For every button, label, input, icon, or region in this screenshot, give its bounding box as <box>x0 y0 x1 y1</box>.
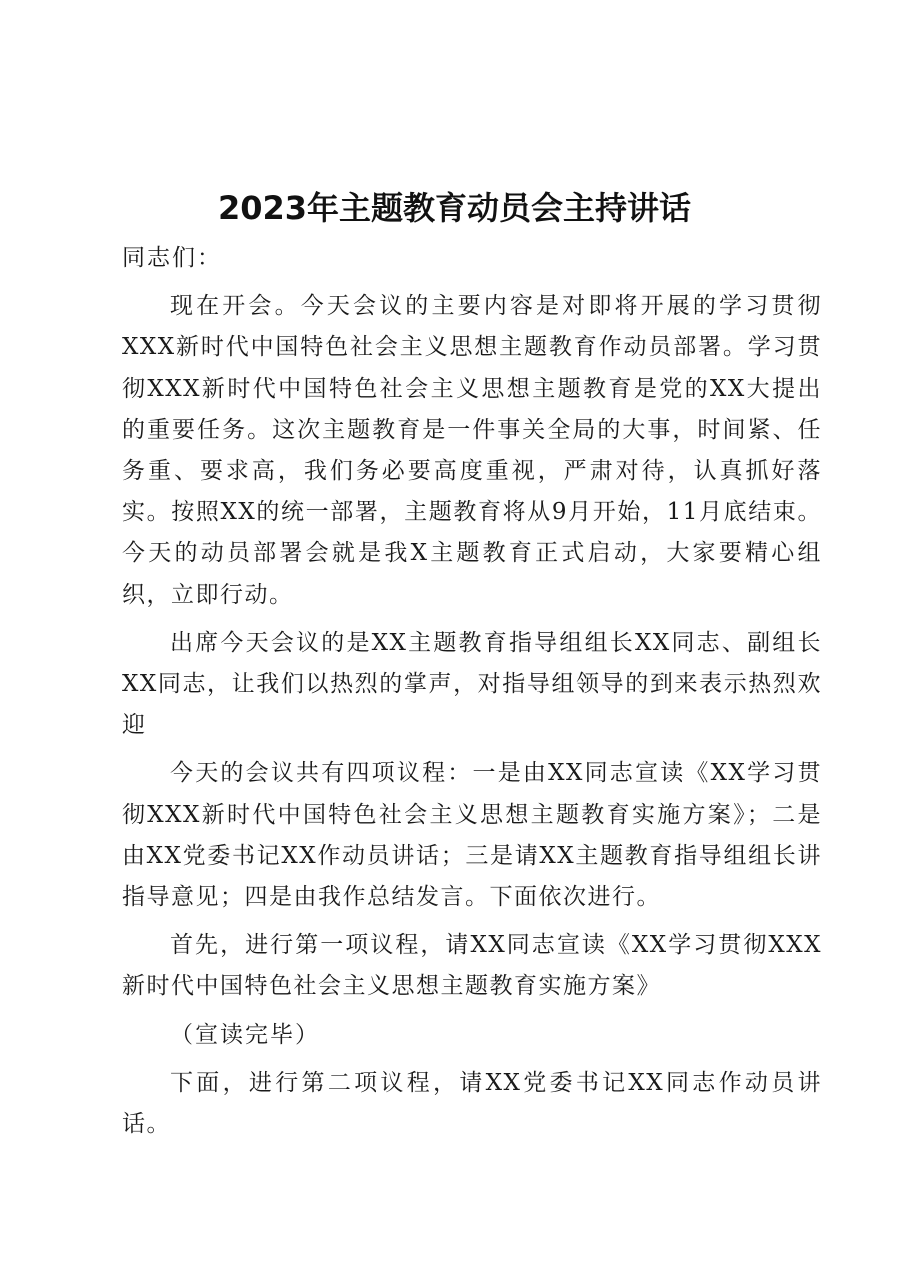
document-body <box>122 238 822 1152</box>
paragraph-attendees: 出席今天会议的是XX主题教育指导组组长XX同志、副组长XX同志，让我们以热烈的掌声，对指导组领导的到来表示热烈欢迎 <box>122 629 822 739</box>
greeting: 同志们： <box>122 245 222 271</box>
document-title: 2023年主题教育动员会主持讲话 <box>217 189 692 227</box>
paragraph-first-item: 首先，进行第一项议程，请XX同志宣读《XX学习贯彻XXX新时代中国特色社会主义思想主题教育实施方案》 <box>122 932 822 1000</box>
paragraph-second-item: 下面，进行第二项议程，请XX党委书记XX同志作动员讲话。 <box>122 1069 822 1138</box>
paragraph-opening: 现在开会。今天会议的主要内容是对即将开展的学习贯彻XXX新时代中国特色社会主义思想主题教育作动员部署。学习贯彻XXX新时代中国特色社会主义思想主题教育是党的XX大提出的重要任务。这次主题教育是一件事关全局的大事，时间紧、任务重、要求高，我们务必要高度重视，严肃对待，认真抓好落实。按照XX的统一部署，主题教育将从9月开始，11月底结束。今天的动员部署会就是我X主题教育正式启动，大家要精心组织，立即行动。 <box>122 293 822 608</box>
paragraph-reading-done: （宣读完毕） <box>170 1021 320 1048</box>
paragraph-agenda: 今天的会议共有四项议程：一是由XX同志宣读《XX学习贯彻XXX新时代中国特色社会主义思想主题教育实施方案》；二是由XX党委书记XX作动员讲话；三是请XX主题教育指导组组长讲指导意见；四是由我作总结发言。下面依次进行。 <box>122 760 822 911</box>
